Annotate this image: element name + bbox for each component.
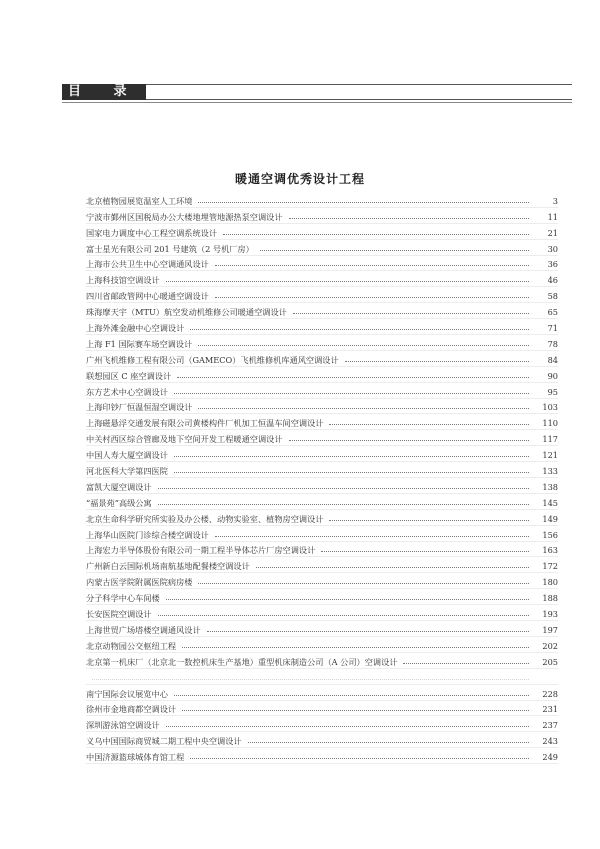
toc-entry[interactable]	[86, 446, 558, 462]
toc-leader-dots	[329, 424, 529, 425]
toc-entry-page: 202	[542, 640, 558, 651]
toc-entry[interactable]	[86, 208, 558, 224]
toc-leader-dots	[174, 456, 529, 457]
toc-entry-page: 138	[542, 481, 558, 492]
toc-entry-page: 188	[542, 593, 558, 604]
toc-entry-title: 内蒙古医学院附属医院病房楼	[86, 577, 193, 588]
toc-entry-page: 65	[547, 307, 558, 318]
toc-entry[interactable]	[86, 478, 558, 494]
toc-entry-title: 联想园区 C 座空调设计	[86, 370, 172, 381]
toc-entry[interactable]	[86, 732, 558, 748]
toc-leader-dots	[190, 329, 529, 330]
toc-leader-dots	[345, 361, 529, 362]
toc-leader-dots	[215, 265, 529, 266]
toc-entry-title: 义乌中国国际商贸城二期工程中央空调设计	[86, 736, 242, 747]
toc-leader-dots	[166, 599, 529, 600]
toc-entry-title: 富凯大厦空调设计	[86, 481, 152, 492]
toc-leader-dots	[166, 726, 529, 727]
toc-entry[interactable]	[86, 271, 558, 287]
toc-entry-title: 上海市公共卫生中心空调通风设计	[86, 259, 209, 270]
toc-leader-dots	[158, 615, 529, 616]
toc-entry-page: 231	[542, 704, 558, 715]
toc-entry[interactable]	[86, 557, 558, 573]
toc-entry[interactable]	[86, 701, 558, 717]
toc-entry-title: 广州新白云国际机场南航基地配餐楼空调设计	[86, 561, 250, 572]
toc-entry-page: 193	[542, 609, 558, 620]
toc-leader-dots	[260, 250, 529, 251]
toc-entry-title: 分子科学中心车间楼	[86, 593, 160, 604]
toc-entry-title: 中国人寿大厦空调设计	[86, 450, 168, 461]
toc-entry-title: 上海宏力半导体股份有限公司一期工程半导体芯片厂房空调设计	[86, 545, 316, 556]
toc-leader-dots	[174, 472, 529, 473]
toc-leader-dots	[174, 695, 529, 696]
header-underline	[62, 102, 572, 103]
toc-entry-title: 徐州市金地商都空调设计	[86, 704, 177, 715]
toc-leader-dots	[198, 583, 529, 584]
toc-entry-title: 南宁国际会议展览中心	[86, 688, 168, 699]
toc-entry[interactable]	[86, 256, 558, 272]
toc-entry[interactable]	[86, 716, 558, 732]
toc-entry[interactable]	[86, 637, 558, 653]
toc-leader-dots	[321, 551, 529, 552]
toc-header	[62, 84, 572, 106]
toc-entry-page: 228	[542, 688, 558, 699]
toc-entry-title: 北京生命科学研究所实验及办公楼、动物实验室、植物房空调设计	[86, 513, 324, 524]
toc-leader-dots	[215, 297, 529, 298]
toc-entry-page: 78	[547, 338, 558, 349]
toc-entry[interactable]	[86, 748, 558, 764]
toc-entry-page: 3	[552, 195, 558, 206]
toc-entry[interactable]	[86, 240, 558, 256]
toc-leader-dots	[166, 281, 529, 282]
toc-entry-title: 北京第一机床厂（北京北一数控机床生产基地）重型机床制造公司（A 公司）空调设计	[86, 656, 398, 667]
toc-entry-title: “福景苑”高级公寓	[86, 497, 152, 508]
toc-entry-page: 103	[542, 402, 558, 413]
toc-entry[interactable]	[86, 494, 558, 510]
toc-leader-dots	[190, 758, 529, 759]
toc-entry-page: 156	[542, 529, 558, 540]
toc-entry-title: 上海外滩金融中心空调设计	[86, 323, 185, 334]
toc-leader-dots	[215, 536, 529, 537]
toc-entry-page: 21	[547, 227, 558, 238]
toc-entry-title: 上海印钞厂恒温恒湿空调设计	[86, 402, 193, 413]
toc-entry[interactable]	[86, 335, 558, 351]
toc-entry-title: 中关村西区综合管廊及地下空间开发工程暖通空调设计	[86, 434, 283, 445]
toc-entry-title: 国家电力调度中心工程空调系统设计	[86, 227, 218, 238]
toc-entry-page: 121	[542, 450, 558, 461]
toc-entry[interactable]	[86, 399, 558, 415]
toc-entry-page: 71	[547, 323, 558, 334]
toc-entry-title: 东方艺术中心空调设计	[86, 386, 168, 397]
toc-entry[interactable]	[86, 685, 558, 701]
toc-entry-page: 197	[542, 624, 558, 635]
toc-leader-dots	[329, 520, 529, 521]
toc-entry-page: 180	[542, 577, 558, 588]
toc-entry-page: 95	[547, 386, 558, 397]
toc-entry-page: 163	[542, 545, 558, 556]
toc-entry[interactable]	[86, 224, 558, 240]
toc-entry-page: 58	[547, 291, 558, 302]
toc-header-label: 目 录	[62, 84, 146, 100]
toc-entry-title: 北京植物园展览温室人工环境	[86, 195, 193, 206]
toc-entry-page: 46	[547, 275, 558, 286]
toc-entry-page: 243	[542, 736, 558, 747]
toc-entry[interactable]	[86, 287, 558, 303]
toc-entry[interactable]	[86, 542, 558, 558]
toc-entry-title: 河北医科大学第四医院	[86, 466, 168, 477]
toc-leader-dots	[403, 663, 529, 664]
toc-entry[interactable]	[86, 621, 558, 637]
toc-entry-page: 237	[542, 720, 558, 731]
toc-entry-page: 36	[547, 259, 558, 270]
toc-entry[interactable]	[86, 526, 558, 542]
toc-entry-page: 149	[542, 513, 558, 524]
toc-entry-title: 上海磁悬浮交通发展有限公司黄楼构件厂机加工恒温车间空调设计	[86, 418, 324, 429]
toc-entry[interactable]	[86, 669, 558, 685]
toc-entry[interactable]	[86, 589, 558, 605]
toc-entry-page: 110	[542, 418, 558, 429]
toc-entry[interactable]	[86, 462, 558, 478]
toc-entry-title: 广州飞机维修工程有限公司（GAMECO）飞机维修机库通风空调设计	[86, 354, 339, 365]
toc-leader-dots	[158, 504, 529, 505]
toc-entry[interactable]	[86, 367, 558, 383]
toc-entry-title: 长安医院空调设计	[86, 609, 152, 620]
toc-leader-dots	[182, 710, 529, 711]
toc-entry[interactable]	[86, 573, 558, 589]
toc-entry[interactable]	[86, 414, 558, 430]
header-rule	[146, 84, 572, 100]
toc-entry-page: 117	[542, 434, 558, 445]
toc-entry[interactable]	[86, 605, 558, 621]
toc-entry-title: 富士星光有限公司 201 号建筑（2 号机厂房）	[86, 243, 254, 254]
toc-leader-dots	[293, 313, 529, 314]
toc-entry[interactable]	[86, 351, 558, 367]
toc-leader-dots	[177, 377, 529, 378]
toc-entry-page: 145	[542, 497, 558, 508]
toc-leader-dots	[174, 393, 529, 394]
toc-leader-dots	[198, 408, 529, 409]
toc-leader-dots	[158, 488, 529, 489]
toc-entry-page: 11	[547, 211, 558, 222]
toc-leader-dots	[182, 647, 529, 648]
toc-leader-dots	[198, 202, 529, 203]
toc-entry-page: 30	[547, 243, 558, 254]
toc-entry-title: 上海 F1 国际赛车场空调设计	[86, 338, 193, 349]
toc-leader-dots	[256, 567, 529, 568]
toc-entry-page: 249	[542, 752, 558, 763]
toc-entry[interactable]	[86, 510, 558, 526]
toc-entry-title: 四川省邮政管网中心暖通空调设计	[86, 291, 209, 302]
toc-leader-dots	[223, 234, 529, 235]
toc-entry-page: 90	[547, 370, 558, 381]
toc-entry-title: 深圳游泳馆空调设计	[86, 720, 160, 731]
toc-entry[interactable]	[86, 319, 558, 335]
toc-entry-page: 172	[542, 561, 558, 572]
toc-entry-title: 宁波市鄞州区国税局办公大楼地埋管地源热泵空调设计	[86, 211, 283, 222]
toc-entry-title: 中国济源篮球城体育馆工程	[86, 752, 185, 763]
toc-entry-page: 133	[542, 466, 558, 477]
toc-entry[interactable]	[86, 653, 558, 669]
toc-leader-dots	[207, 631, 529, 632]
section-title: 暖通空调优秀设计工程	[234, 172, 365, 186]
toc-leader-dots	[248, 742, 529, 743]
toc-entry[interactable]	[86, 430, 558, 446]
toc-entry-title: 北京动物园公交枢纽工程	[86, 640, 177, 651]
toc-entry-title: 上海华山医院门诊综合楼空调设计	[86, 529, 209, 540]
toc-entry[interactable]	[86, 192, 558, 208]
toc-list	[86, 192, 558, 764]
toc-entry-title: 上海科技馆空调设计	[86, 275, 160, 286]
toc-entry[interactable]	[86, 383, 558, 399]
toc-entry-title: 上海世贸广场塔楼空调通风设计	[86, 624, 201, 635]
toc-entry[interactable]	[86, 303, 558, 319]
toc-leader-dots	[92, 679, 529, 680]
toc-leader-dots	[289, 218, 529, 219]
toc-leader-dots	[289, 440, 529, 441]
toc-entry-title: 珠海摩天宇（MTU）航空发动机维修公司暖通空调设计	[86, 307, 287, 318]
toc-entry-page: 205	[542, 656, 558, 667]
toc-leader-dots	[198, 345, 529, 346]
toc-entry-page: 84	[547, 354, 558, 365]
